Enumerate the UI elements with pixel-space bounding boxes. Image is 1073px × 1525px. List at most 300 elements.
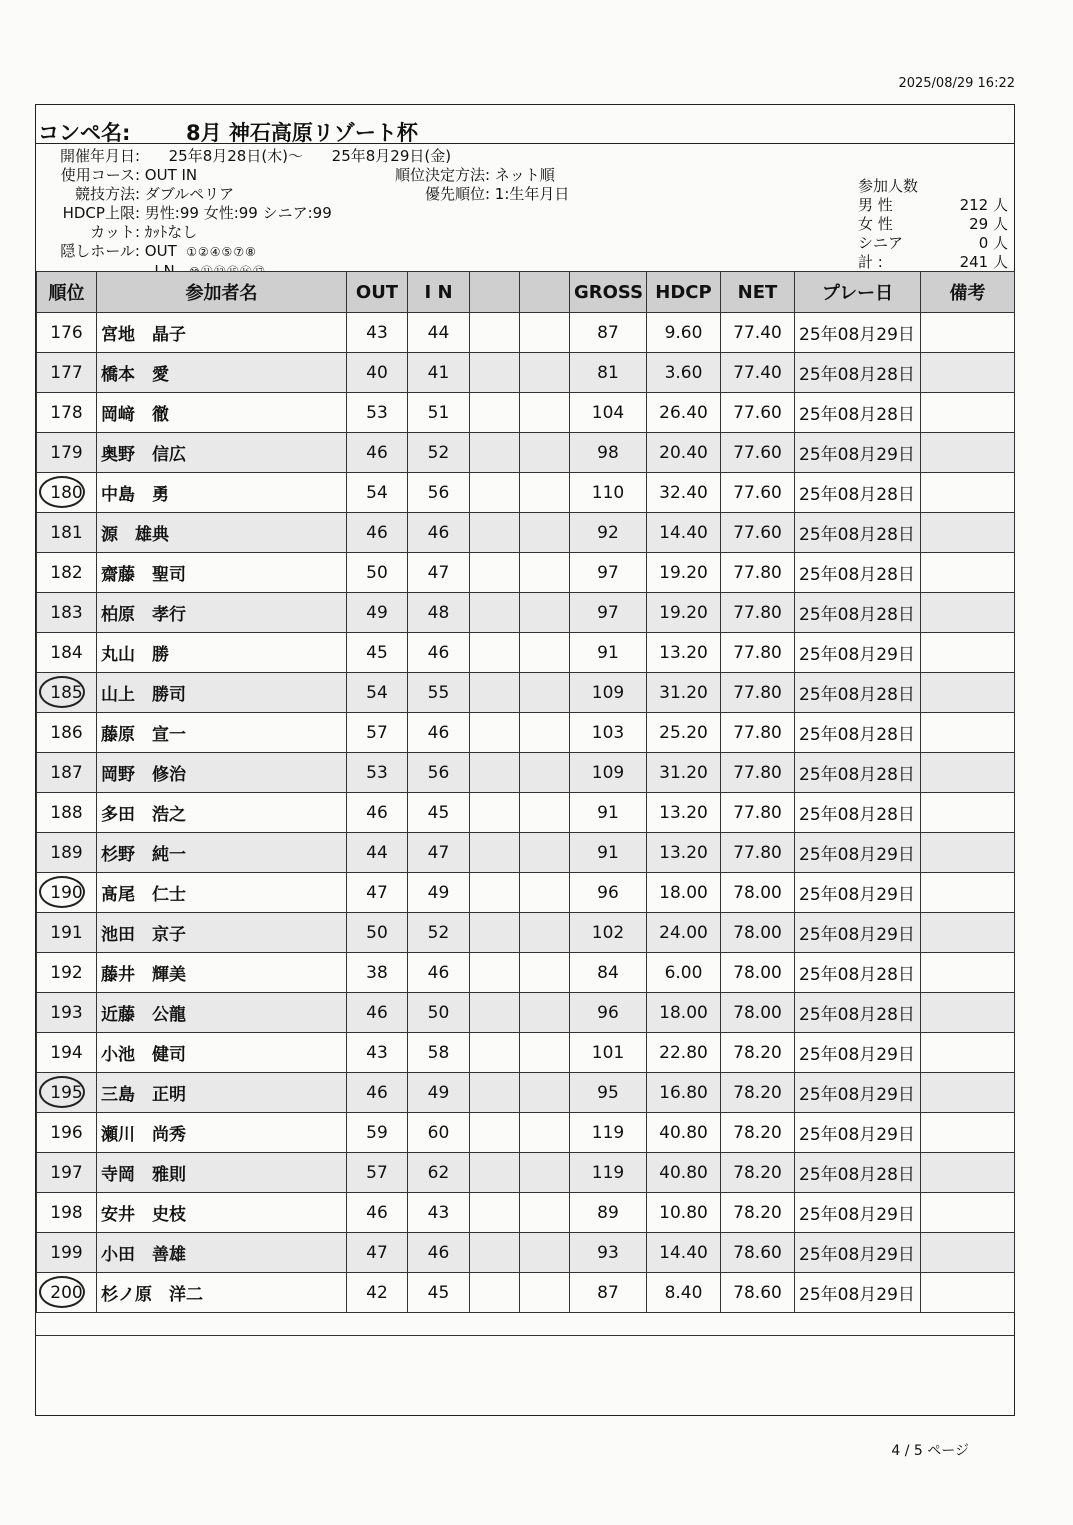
hdcp-value: 10.80 xyxy=(647,1193,721,1233)
rank: 188 xyxy=(50,802,83,823)
competition-label: コンペ名: xyxy=(38,121,131,145)
empty-cell xyxy=(520,1033,570,1073)
in-score: 52 xyxy=(408,433,470,473)
stats-row xyxy=(858,215,1008,234)
gross-score: 93 xyxy=(570,1233,647,1273)
out-score: 50 xyxy=(347,913,408,953)
out-score: 45 xyxy=(347,633,408,673)
hdcp-value: 22.80 xyxy=(647,1033,721,1073)
play-date: 25年08月28日 xyxy=(795,993,921,1033)
empty-cell xyxy=(470,833,520,873)
in-score: 41 xyxy=(408,353,470,393)
in-score: 52 xyxy=(408,913,470,953)
empty-cell xyxy=(470,1233,520,1273)
empty-cell xyxy=(520,513,570,553)
net-score: 78.20 xyxy=(721,1153,795,1193)
gross-score: 96 xyxy=(570,873,647,913)
participant-name: 藤原 宣一 xyxy=(97,713,347,753)
remarks-cell xyxy=(921,833,1015,873)
hdcp-value: 19.20 xyxy=(647,593,721,633)
out-score: 40 xyxy=(347,353,408,393)
gross-score: 109 xyxy=(570,753,647,793)
hdcp-value: 40.80 xyxy=(647,1113,721,1153)
hdcp-value: 13.20 xyxy=(647,833,721,873)
table-row xyxy=(37,673,1015,713)
out-score: 53 xyxy=(347,393,408,433)
participant-name: 岡野 修治 xyxy=(97,753,347,793)
play-date: 25年08月28日 xyxy=(795,593,921,633)
in-score: 56 xyxy=(408,753,470,793)
ranking-method-label: 順位決定方法: xyxy=(394,166,490,184)
rank: 194 xyxy=(50,1042,83,1063)
empty-cell xyxy=(520,593,570,633)
table-row xyxy=(37,393,1015,433)
net-score: 77.60 xyxy=(721,513,795,553)
participant-name: 岡﨑 徹 xyxy=(97,393,347,433)
rank-cell xyxy=(37,433,97,473)
empty-cell xyxy=(520,633,570,673)
stats-row-label: シニア xyxy=(858,234,904,252)
empty-cell xyxy=(470,393,520,433)
play-date: 25年08月29日 xyxy=(795,913,921,953)
remarks-cell xyxy=(921,1113,1015,1153)
empty-cell xyxy=(470,473,520,513)
gross-score: 109 xyxy=(570,673,647,713)
empty-cell xyxy=(470,553,520,593)
course-label: 使用コース: xyxy=(60,166,140,184)
empty-cell xyxy=(470,513,520,553)
competition-method-label: 競技方法: xyxy=(74,185,140,203)
rank-cell xyxy=(37,1153,97,1193)
play-date: 25年08月28日 xyxy=(795,793,921,833)
cut-value: ｶｯﾄなし xyxy=(144,223,198,241)
stats-row-value: 212 人 xyxy=(959,196,1008,214)
empty-cell xyxy=(520,313,570,353)
remarks-cell xyxy=(921,753,1015,793)
net-score: 77.80 xyxy=(721,833,795,873)
hdcp-value: 19.20 xyxy=(647,553,721,593)
gross-score: 119 xyxy=(570,1113,647,1153)
competition-name: 8月 神石高原リゾート杯 xyxy=(186,121,418,145)
out-score: 47 xyxy=(347,1233,408,1273)
out-score: 59 xyxy=(347,1113,408,1153)
play-date: 25年08月29日 xyxy=(795,1113,921,1153)
table-row xyxy=(37,513,1015,553)
rank: 186 xyxy=(50,722,83,743)
table-row xyxy=(37,913,1015,953)
empty-cell xyxy=(470,1113,520,1153)
out-score: 54 xyxy=(347,673,408,713)
out-score: 47 xyxy=(347,873,408,913)
hdcp-value: 18.00 xyxy=(647,993,721,1033)
net-score: 78.20 xyxy=(721,1073,795,1113)
table-row xyxy=(37,1113,1015,1153)
hdcp-value: 18.00 xyxy=(647,873,721,913)
play-date: 25年08月29日 xyxy=(795,633,921,673)
gross-score: 91 xyxy=(570,793,647,833)
rank-cell xyxy=(37,473,97,513)
rank: 183 xyxy=(50,602,83,623)
stats-row xyxy=(858,253,1008,272)
empty-cell xyxy=(470,993,520,1033)
participant-stats xyxy=(858,177,1008,272)
hidden-holes-label: 隠しホール: xyxy=(60,242,140,260)
column-header: 備考 xyxy=(921,272,1015,313)
in-score: 46 xyxy=(408,713,470,753)
rank: 190 xyxy=(50,882,83,903)
net-score: 77.80 xyxy=(721,793,795,833)
play-date: 25年08月29日 xyxy=(795,1073,921,1113)
in-score: 45 xyxy=(408,1273,470,1313)
participant-name: 安井 史枝 xyxy=(97,1193,347,1233)
empty-cell xyxy=(470,1193,520,1233)
net-score: 77.60 xyxy=(721,393,795,433)
rank-cell xyxy=(37,633,97,673)
empty-cell xyxy=(520,793,570,833)
participant-name: 瀬川 尚秀 xyxy=(97,1113,347,1153)
remarks-cell xyxy=(921,473,1015,513)
net-score: 77.80 xyxy=(721,673,795,713)
column-header xyxy=(520,272,570,313)
empty-cell xyxy=(520,393,570,433)
column-header: NET xyxy=(721,272,795,313)
out-score: 46 xyxy=(347,993,408,1033)
net-score: 77.40 xyxy=(721,353,795,393)
out-score: 50 xyxy=(347,553,408,593)
hdcp-value: 32.40 xyxy=(647,473,721,513)
participant-name: 齋藤 聖司 xyxy=(97,553,347,593)
empty-cell xyxy=(520,713,570,753)
empty-cell xyxy=(470,1273,520,1313)
ranking-method-value: ネット順 xyxy=(494,166,555,184)
net-score: 77.60 xyxy=(721,473,795,513)
column-header: 参加者名 xyxy=(97,272,347,313)
participant-name: 小池 健司 xyxy=(97,1033,347,1073)
rank: 177 xyxy=(50,362,83,383)
in-score: 47 xyxy=(408,833,470,873)
circle-mark xyxy=(39,676,85,708)
out-score: 46 xyxy=(347,1073,408,1113)
hdcp-value: 3.60 xyxy=(647,353,721,393)
stats-row-value: 241 人 xyxy=(959,253,1008,271)
in-score: 47 xyxy=(408,553,470,593)
empty-cell xyxy=(520,953,570,993)
empty-cell xyxy=(520,1073,570,1113)
table-row xyxy=(37,873,1015,913)
out-score: 57 xyxy=(347,713,408,753)
gross-score: 119 xyxy=(570,1153,647,1193)
empty-cell xyxy=(470,633,520,673)
rank-cell xyxy=(37,1033,97,1073)
participant-name: 髙尾 仁士 xyxy=(97,873,347,913)
participant-name: 丸山 勝 xyxy=(97,633,347,673)
remarks-cell xyxy=(921,313,1015,353)
out-score: 38 xyxy=(347,953,408,993)
empty-cell xyxy=(520,353,570,393)
hdcp-value: 25.20 xyxy=(647,713,721,753)
net-score: 77.80 xyxy=(721,753,795,793)
net-score: 78.20 xyxy=(721,1033,795,1073)
play-date: 25年08月28日 xyxy=(795,753,921,793)
title-divider xyxy=(36,143,1014,144)
play-date: 25年08月28日 xyxy=(795,953,921,993)
play-date: 25年08月29日 xyxy=(795,433,921,473)
rank: 189 xyxy=(50,842,83,863)
priority-label: 優先順位: xyxy=(424,185,490,203)
empty-cell xyxy=(470,713,520,753)
table-row xyxy=(37,713,1015,753)
rank: 196 xyxy=(50,1122,83,1143)
out-score: 46 xyxy=(347,793,408,833)
table-row xyxy=(37,1073,1015,1113)
gross-score: 87 xyxy=(570,1273,647,1313)
hdcp-value: 20.40 xyxy=(647,433,721,473)
play-date: 25年08月29日 xyxy=(795,313,921,353)
participant-name: 奥野 信広 xyxy=(97,433,347,473)
play-date: 25年08月28日 xyxy=(795,473,921,513)
rank-cell xyxy=(37,833,97,873)
table-header xyxy=(37,272,1015,313)
in-score: 46 xyxy=(408,513,470,553)
table-row xyxy=(37,953,1015,993)
remarks-cell xyxy=(921,1193,1015,1233)
results-frame xyxy=(35,104,1015,1416)
empty-cell xyxy=(470,1073,520,1113)
gross-score: 96 xyxy=(570,993,647,1033)
course-value: OUT IN xyxy=(144,166,198,184)
empty-cell xyxy=(470,913,520,953)
empty-cell xyxy=(470,673,520,713)
circle-mark xyxy=(39,476,85,508)
rank: 192 xyxy=(50,962,83,983)
empty-cell xyxy=(520,993,570,1033)
page-number: 4 / 5 ページ xyxy=(891,1443,969,1459)
table-row xyxy=(37,993,1015,1033)
remarks-cell xyxy=(921,873,1015,913)
participant-name: 小田 善雄 xyxy=(97,1233,347,1273)
circle-mark xyxy=(39,1076,85,1108)
column-header: HDCP xyxy=(647,272,721,313)
remarks-cell xyxy=(921,1233,1015,1273)
out-score: 57 xyxy=(347,1153,408,1193)
gross-score: 98 xyxy=(570,433,647,473)
empty-cell xyxy=(470,313,520,353)
hdcp-value: 13.20 xyxy=(647,793,721,833)
remarks-cell xyxy=(921,713,1015,753)
in-score: 43 xyxy=(408,1193,470,1233)
empty-cell xyxy=(520,1193,570,1233)
play-date: 25年08月29日 xyxy=(795,833,921,873)
results-table xyxy=(36,271,1015,1313)
gross-score: 103 xyxy=(570,713,647,753)
rank: 179 xyxy=(50,442,83,463)
participant-name: 山上 勝司 xyxy=(97,673,347,713)
empty-cell xyxy=(470,1033,520,1073)
column-header: GROSS xyxy=(570,272,647,313)
hdcp-value: 31.20 xyxy=(647,673,721,713)
rank-cell xyxy=(37,953,97,993)
participant-name: 中島 勇 xyxy=(97,473,347,513)
table-row xyxy=(37,1153,1015,1193)
table-row xyxy=(37,553,1015,593)
in-score: 56 xyxy=(408,473,470,513)
play-date: 25年08月28日 xyxy=(795,393,921,433)
rank: 182 xyxy=(50,562,83,583)
in-score: 62 xyxy=(408,1153,470,1193)
rank: 193 xyxy=(50,1002,83,1023)
empty-cell xyxy=(470,433,520,473)
empty-cell xyxy=(520,1233,570,1273)
participant-name: 橋本 愛 xyxy=(97,353,347,393)
empty-cell xyxy=(520,1273,570,1313)
participant-name: 杉ノ原 洋二 xyxy=(97,1273,347,1313)
play-date: 25年08月29日 xyxy=(795,1273,921,1313)
cut-label: カット: xyxy=(90,223,140,241)
out-score: 43 xyxy=(347,1033,408,1073)
remarks-cell xyxy=(921,513,1015,553)
column-header: OUT xyxy=(347,272,408,313)
out-score: 43 xyxy=(347,313,408,353)
remarks-cell xyxy=(921,993,1015,1033)
rank-cell xyxy=(37,513,97,553)
hdcp-value: 26.40 xyxy=(647,393,721,433)
table-row xyxy=(37,1233,1015,1273)
out-score: 46 xyxy=(347,513,408,553)
stats-row xyxy=(858,196,1008,215)
stats-row xyxy=(858,234,1008,253)
net-score: 78.00 xyxy=(721,953,795,993)
play-date: 25年08月28日 xyxy=(795,353,921,393)
table-row xyxy=(37,1193,1015,1233)
ranking-info xyxy=(380,166,569,204)
participant-name: 三島 正明 xyxy=(97,1073,347,1113)
gross-score: 110 xyxy=(570,473,647,513)
out-score: 54 xyxy=(347,473,408,513)
in-score: 45 xyxy=(408,793,470,833)
rank-cell xyxy=(37,553,97,593)
play-date: 25年08月28日 xyxy=(795,1153,921,1193)
participant-name: 柏原 孝行 xyxy=(97,593,347,633)
out-score: 44 xyxy=(347,833,408,873)
participant-name: 杉野 純一 xyxy=(97,833,347,873)
rank: 199 xyxy=(50,1242,83,1263)
net-score: 77.80 xyxy=(721,553,795,593)
stats-row-value: 0 人 xyxy=(978,234,1008,252)
remarks-cell xyxy=(921,353,1015,393)
out-score: 46 xyxy=(347,1193,408,1233)
empty-cell xyxy=(520,1153,570,1193)
column-header xyxy=(470,272,520,313)
in-score: 46 xyxy=(408,1233,470,1273)
column-header: 順位 xyxy=(37,272,97,313)
hidden-out-holes: ①②④⑤⑦⑧ xyxy=(186,245,257,259)
rank-cell xyxy=(37,793,97,833)
gross-score: 81 xyxy=(570,353,647,393)
gross-score: 92 xyxy=(570,513,647,553)
gross-score: 91 xyxy=(570,633,647,673)
out-score: 53 xyxy=(347,753,408,793)
priority-value: 1:生年月日 xyxy=(494,185,570,203)
column-header: I N xyxy=(408,272,470,313)
remarks-cell xyxy=(921,1153,1015,1193)
table-footer-space xyxy=(36,1335,1014,1336)
rank-cell xyxy=(37,1073,97,1113)
rank-cell xyxy=(37,313,97,353)
in-score: 50 xyxy=(408,993,470,1033)
out-score: 42 xyxy=(347,1273,408,1313)
net-score: 78.00 xyxy=(721,873,795,913)
hidden-out-label: OUT xyxy=(144,242,177,260)
rank-cell xyxy=(37,673,97,713)
remarks-cell xyxy=(921,1033,1015,1073)
out-score: 49 xyxy=(347,593,408,633)
table-row xyxy=(37,473,1015,513)
in-score: 49 xyxy=(408,1073,470,1113)
out-score: 46 xyxy=(347,433,408,473)
hdcp-value: 男性:99 女性:99 シニア:99 xyxy=(144,204,332,222)
table-row xyxy=(37,313,1015,353)
net-score: 78.00 xyxy=(721,913,795,953)
column-header: プレー日 xyxy=(795,272,921,313)
rank-cell xyxy=(37,1273,97,1313)
net-score: 77.80 xyxy=(721,713,795,753)
empty-cell xyxy=(520,753,570,793)
empty-cell xyxy=(470,353,520,393)
participant-name: 多田 浩之 xyxy=(97,793,347,833)
rank: 195 xyxy=(50,1082,83,1103)
table-row xyxy=(37,793,1015,833)
net-score: 77.80 xyxy=(721,593,795,633)
remarks-cell xyxy=(921,1273,1015,1313)
table-row xyxy=(37,593,1015,633)
table-row xyxy=(37,1273,1015,1313)
rank: 178 xyxy=(50,402,83,423)
hdcp-value: 9.60 xyxy=(647,313,721,353)
competition-method-value: ダブルペリア xyxy=(144,185,235,203)
remarks-cell xyxy=(921,593,1015,633)
empty-cell xyxy=(470,793,520,833)
in-score: 48 xyxy=(408,593,470,633)
gross-score: 89 xyxy=(570,1193,647,1233)
rank-cell xyxy=(37,1233,97,1273)
play-date: 25年08月29日 xyxy=(795,873,921,913)
date-to: 25年8月29日(金) xyxy=(331,147,452,165)
net-score: 77.60 xyxy=(721,433,795,473)
gross-score: 97 xyxy=(570,593,647,633)
participant-name: 近藤 公龍 xyxy=(97,993,347,1033)
empty-cell xyxy=(470,873,520,913)
table-row xyxy=(37,833,1015,873)
rank-cell xyxy=(37,393,97,433)
stats-title: 参加人数 xyxy=(858,177,919,195)
rank: 198 xyxy=(50,1202,83,1223)
rank-cell xyxy=(37,873,97,913)
rank: 184 xyxy=(50,642,83,663)
rank: 191 xyxy=(50,922,83,943)
table-row xyxy=(37,633,1015,673)
date-from: 25年8月28日(木)～ xyxy=(168,147,304,165)
rank-cell xyxy=(37,753,97,793)
table-row xyxy=(37,753,1015,793)
stats-row-label: 女 性 xyxy=(858,215,893,233)
net-score: 78.00 xyxy=(721,993,795,1033)
hdcp-value: 14.40 xyxy=(647,1233,721,1273)
play-date: 25年08月29日 xyxy=(795,1233,921,1273)
net-score: 78.60 xyxy=(721,1273,795,1313)
rank-cell xyxy=(37,713,97,753)
in-score: 49 xyxy=(408,873,470,913)
play-date: 25年08月29日 xyxy=(795,1033,921,1073)
